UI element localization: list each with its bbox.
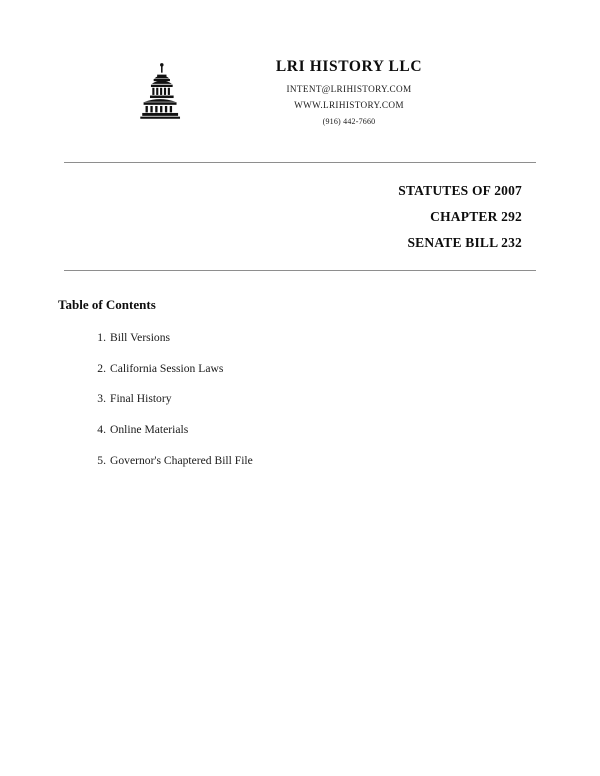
table-of-contents (0, 271, 600, 469)
list-item-number: 2. (97, 361, 106, 375)
list-item-label: Online Materials (110, 423, 189, 437)
statutes-year: STATUTES OF 2007 (398, 183, 522, 199)
chapter-number: CHAPTER 292 (430, 208, 522, 224)
list-item-number: 4. (97, 423, 106, 437)
page-title: Table of Contents (58, 296, 156, 312)
firm-email: INTENT@LRIHISTORY.COM (286, 84, 412, 95)
list-item-number: 1. (97, 330, 106, 344)
list-item-label: Governor's Chaptered Bill File (110, 454, 253, 468)
firm-phone: (916) 442-7660 (322, 117, 376, 127)
list-item[interactable] (97, 330, 600, 345)
toc-list (58, 331, 600, 469)
bill-number: SENATE BILL 232 (407, 234, 522, 250)
firm-name: LRI HISTORY LLC (275, 58, 423, 75)
statute-heading (0, 163, 600, 252)
list-item[interactable] (97, 392, 600, 406)
letterhead (0, 0, 600, 126)
logo-container (101, 58, 193, 124)
list-item-number: 5. (97, 454, 106, 468)
firm-website: WWW.LRIHISTORY.COM (294, 99, 404, 110)
list-item-number: 3. (97, 392, 106, 406)
list-item[interactable] (97, 361, 600, 376)
list-item-label: Final History (110, 392, 172, 406)
list-item[interactable] (97, 454, 600, 468)
list-item-label: California Session Laws (110, 361, 224, 375)
capitol-dome-logo-icon (131, 62, 193, 124)
firm-info (193, 58, 499, 126)
list-item-label: Bill Versions (110, 330, 171, 344)
list-item[interactable] (97, 423, 600, 437)
